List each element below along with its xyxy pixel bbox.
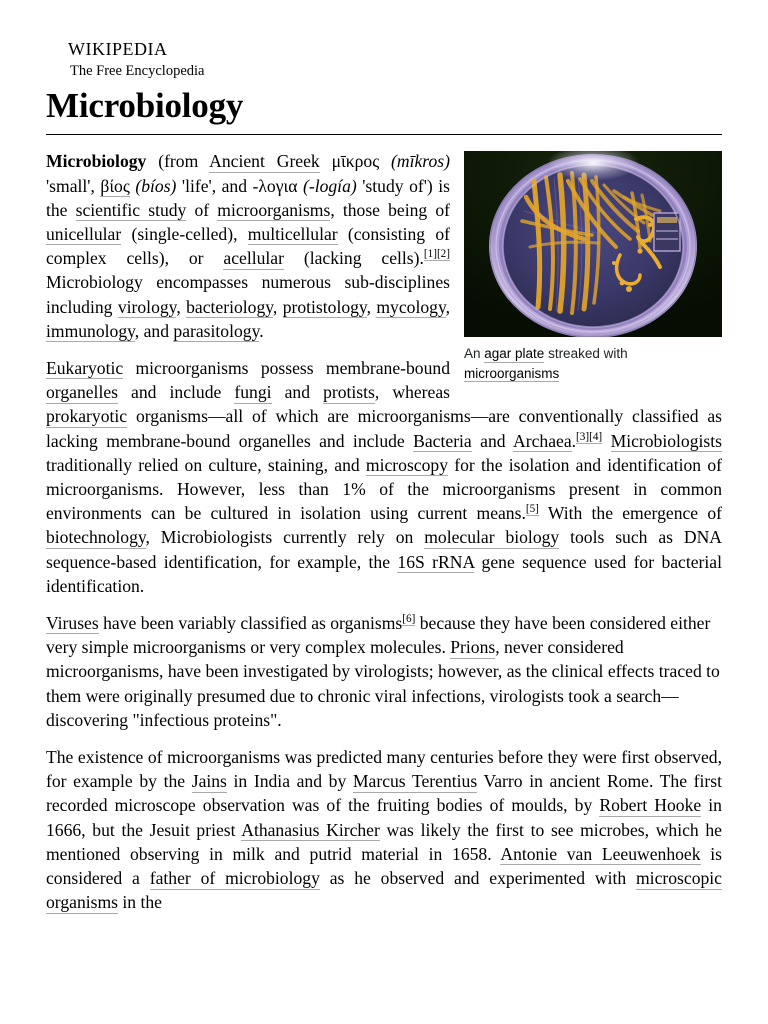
p4-text-6: is considered a [46,843,722,888]
link-mycology[interactable]: mycology [376,296,446,317]
reference-2[interactable]: [2] [436,248,450,261]
p2-text-13: tools such as DNA sequence-based identification, for example, the [46,527,722,572]
link-bacteriology[interactable]: bacteriology [186,296,273,317]
link-molecular-biology[interactable]: molecular biology [424,527,560,548]
p1-text-15: , [366,296,377,317]
p2-text-4: , whereas [374,382,450,403]
link-microscopic-organisms[interactable]: microscopic organisms [46,868,722,913]
p1-text-2: μῑκρος [319,151,392,172]
figure-caption [464,344,714,383]
link-father-of-microbiology[interactable]: father of microbiology [149,868,320,888]
caption-link-agar-plate[interactable]: agar plate [484,346,545,362]
p1-italic-logia: (-logía) [302,175,357,196]
link-viruses[interactable]: Viruses [46,612,99,633]
p4-text-4: in 1666, but the Jesuit priest [46,795,722,840]
p1-text-5: 'life', and -λογια [176,175,303,196]
p1-text-10: (consisting of complex cells), or [46,223,450,269]
link-unicellular[interactable]: unicellular [46,223,122,244]
p1-italic-mikros: (mīkros) [391,151,450,172]
link-16s-rrna[interactable]: 16S rRNA [397,551,475,572]
link-jains[interactable]: Jains [191,771,227,792]
link-prions[interactable]: Prions [450,637,496,658]
p2-text-12: , Microbiologists currently rely on [145,527,425,548]
p4-text-2: in India and by [226,771,353,792]
p2-text-14: gene sequence used for bacterial identification. [46,551,722,596]
caption-link-microorganisms[interactable]: microorganisms [464,365,560,381]
link-bios[interactable]: βίος [100,175,130,196]
paragraph-3 [46,611,722,732]
link-prokaryotic[interactable]: prokaryotic [46,406,128,427]
p1-text-12: Microbiology encompasses numerous sub-disciplines including [46,272,450,317]
p2-text-11: With the emergence of [538,503,722,524]
paragraph-4 [46,745,722,914]
agar-plate-image [464,151,722,337]
link-antonie-van-leeuwenhoek[interactable]: Antonie van Leeuwenhoek [500,843,701,864]
p2-text-5: organisms—all of which are microorganisms—are conventionally classified as lacking membrane-bound organelles and include [46,406,722,451]
link-microbiologists[interactable]: Microbiologists [610,430,722,451]
p1-text-8: , those being of [330,199,450,220]
p1-text-13: , [176,296,187,317]
link-virology[interactable]: virology [117,296,177,317]
p3-text-3: , never considered microorganisms, have been investigated by virologists; however, as the clinical effects traced to them were originally presumed due to chronic viral infections, virologists took a search—discovering "infectious proteins". [46,637,720,730]
link-acellular[interactable]: acellular [223,248,284,269]
link-parasitology[interactable]: parasitology [173,320,260,341]
p4-text-7: as he observed and experimented with [319,868,636,888]
p2-text-10: for the isolation and identification of microorganisms. However, less than 1% of the microorganisms present in common environments can be cultured in isolation using current means. [46,454,722,524]
p1-text-18: . [259,320,264,341]
reference-4[interactable]: [4] [589,430,603,443]
p4-text-8: in the [118,892,162,913]
p2-text-9: traditionally relied on culture, staining, and [46,454,366,475]
caption-text-2: streaked with [544,346,628,362]
p4-text-5: was likely the first to see microbes, which he mentioned observing in milk and putrid material in 1658. [46,819,722,864]
link-microscopy[interactable]: microscopy [365,454,449,475]
link-marcus-terentius-varro[interactable]: Marcus Terentius [352,771,478,792]
p1-text-14: , [272,296,283,317]
p3-text-1: have been variably classified as organisms [98,612,403,633]
link-multicellular[interactable]: multicellular [247,223,338,244]
p2-text-6: and [471,430,514,451]
link-athanasius-kircher[interactable]: Athanasius Kircher [241,819,380,840]
link-archaea[interactable]: Archaea [513,430,572,451]
link-microorganisms[interactable]: microorganisms [217,199,331,220]
link-eukaryotic[interactable]: Eukaryotic [46,357,124,378]
article-figure [464,151,722,383]
link-protistology[interactable]: protistology [282,296,367,317]
wikipedia-tagline: The Free Encyclopedia [70,63,205,79]
paragraph-2 [46,356,722,598]
p1-text-1: (from [146,151,210,172]
p1-italic-bios: (bíos) [135,175,177,196]
link-scientific-study[interactable]: scientific study [75,199,187,220]
p4-text-3: Varro in ancient Rome. The first recorded microscope observation was of the fruiting bodies of moulds, by [46,771,723,816]
reference-6[interactable]: [6] [402,613,416,626]
link-ancient-greek[interactable]: Ancient Greek [209,151,320,172]
p1-text-16: , [445,296,451,317]
p1-text-9: (single-celled), [121,223,248,244]
p1-text-7: of [186,199,218,220]
reference-5[interactable]: [5] [525,503,539,516]
p2-text-8 [602,431,610,451]
wikipedia-masthead [46,34,722,80]
reference-1[interactable]: [1] [423,248,437,261]
page-title: Microbiology [46,86,244,126]
p1-text-3: 'small', [46,175,101,196]
link-organelles[interactable]: organelles [46,382,118,403]
p2-text-1: microorganisms possess membrane-bound [123,357,450,378]
link-robert-hooke[interactable]: Robert Hooke [599,795,702,816]
link-bacteria[interactable]: Bacteria [413,430,472,451]
caption-text-1: An [464,346,485,362]
p2-text-7: . [571,430,577,451]
p3-text-2: because they have been considered either very simple microorganisms or very complex molecules. [46,612,711,658]
link-biotechnology[interactable]: biotechnology [46,527,146,548]
reference-3[interactable]: [3] [576,430,590,443]
article-content [46,34,722,914]
p1-text-11: (lacking cells). [283,248,424,269]
p1-text-17: , and [134,320,174,341]
link-immunology[interactable]: immunology [46,320,135,341]
p4-text-1: The existence of microorganisms was predicted many centuries before they were first observed, for example by the [46,746,722,792]
link-protists[interactable]: protists [323,382,375,403]
link-fungi[interactable]: fungi [234,382,272,403]
title-divider [46,134,722,135]
lead-term: Microbiology [46,151,147,172]
wikipedia-wordmark: wikipedia [68,34,168,61]
p1-text-6: 'study of') is the [46,175,450,220]
p2-text-3: and [271,382,324,403]
p2-text-2: and include [117,382,235,403]
